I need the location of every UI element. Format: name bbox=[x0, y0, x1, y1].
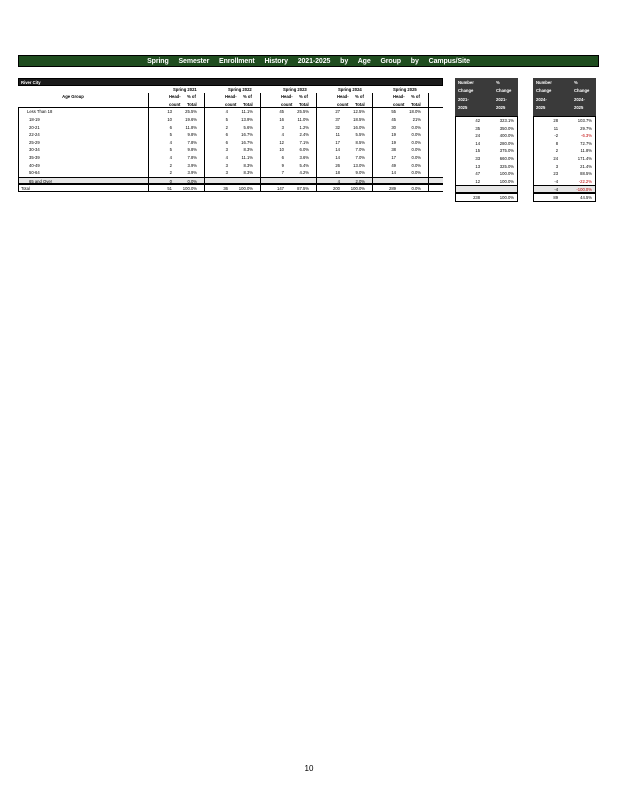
headcount-value: 19 bbox=[391, 139, 396, 145]
percent-change-value: 323.1% bbox=[499, 118, 514, 123]
headcount-value: 30 bbox=[391, 124, 396, 130]
year-cell-group bbox=[260, 169, 316, 177]
year-cell-group bbox=[148, 116, 204, 124]
change-row bbox=[534, 193, 595, 201]
headcount-value: 14 bbox=[335, 147, 340, 153]
header-row-2 bbox=[18, 93, 443, 101]
percent-value: 7.8% bbox=[187, 154, 197, 160]
number-change-value: 47 bbox=[475, 171, 481, 177]
headcount-value: 3 bbox=[225, 147, 228, 153]
pct-label: % of bbox=[299, 94, 308, 100]
table-row bbox=[18, 139, 443, 147]
percent-change-value: -100.0% bbox=[576, 187, 592, 193]
percent-value bbox=[232, 178, 260, 184]
percent-value: 0.0% bbox=[411, 132, 421, 138]
percent-change-value: 11.8% bbox=[580, 148, 592, 154]
year-cell-group bbox=[148, 108, 204, 116]
age-group-label: 20-21 bbox=[18, 124, 148, 132]
headcount-value: 200 bbox=[333, 186, 340, 192]
percent-value: 5.5% bbox=[355, 132, 365, 138]
change-row bbox=[534, 125, 595, 133]
headcount-value: 14 bbox=[335, 154, 340, 160]
year-cell-group bbox=[316, 116, 372, 124]
year-cell-group bbox=[148, 185, 204, 191]
change-row bbox=[456, 170, 517, 178]
headcount-value: 147 bbox=[277, 186, 284, 192]
year-cell-group bbox=[372, 124, 429, 132]
percent-value: 8.5% bbox=[355, 139, 365, 145]
percent-value: 0.0% bbox=[411, 147, 421, 153]
year-label: Spring 2025 bbox=[393, 86, 417, 92]
year-cell-group bbox=[204, 139, 260, 147]
percent-value: 16.0% bbox=[353, 124, 365, 130]
age-group-label: 40-49 bbox=[18, 162, 148, 170]
headcount-value: 0 bbox=[169, 178, 172, 184]
year-cell-group bbox=[316, 178, 372, 184]
headcount-value: 3 bbox=[281, 124, 284, 130]
percent-value: 5.6% bbox=[243, 124, 253, 130]
year-cell-group bbox=[204, 116, 260, 124]
year-cell-group bbox=[316, 169, 372, 177]
percent-change-value: 100.0% bbox=[499, 194, 514, 200]
percent-change-value bbox=[486, 186, 517, 192]
number-change-value: 35 bbox=[475, 125, 481, 131]
headcount-value: 13 bbox=[167, 109, 172, 115]
pct-label: % of bbox=[187, 94, 196, 100]
year-cell-group bbox=[260, 154, 316, 162]
percent-change-value: 72.7% bbox=[580, 140, 592, 146]
headcount-value: 3 bbox=[225, 162, 228, 168]
change-row bbox=[534, 185, 595, 193]
year-cell-group bbox=[260, 108, 316, 116]
year-cell-group bbox=[148, 154, 204, 162]
headcount-value: 36 bbox=[223, 186, 228, 192]
headcount-value: 55 bbox=[391, 109, 396, 115]
change-row bbox=[534, 170, 595, 178]
percent-value: 8.3% bbox=[243, 162, 253, 168]
number-change-value: 14 bbox=[475, 140, 481, 146]
percent-change-value: -22.2% bbox=[578, 178, 592, 184]
change-row bbox=[534, 140, 595, 148]
age-group-label: Total bbox=[18, 185, 148, 191]
number-change-value: 23 bbox=[553, 171, 559, 177]
headcount-value: 4 bbox=[169, 154, 172, 160]
headcount-value: 289 bbox=[389, 186, 396, 192]
headcount-value: 9 bbox=[281, 162, 284, 168]
percent-value: 0.0% bbox=[411, 154, 421, 160]
percent-value: 6.0% bbox=[299, 147, 309, 153]
percent-value: 11.1% bbox=[241, 154, 253, 160]
headcount-value: 5 bbox=[225, 116, 228, 122]
campus-name: River City bbox=[21, 80, 41, 85]
percent-change-value: 100.0% bbox=[499, 178, 514, 184]
percent-value: 11.8% bbox=[185, 124, 197, 130]
age-group-label: 50-64 bbox=[18, 169, 148, 177]
number-change-value bbox=[456, 186, 486, 192]
percent-value: 0.0% bbox=[411, 162, 421, 168]
year-cell-group bbox=[260, 185, 316, 191]
year-cell-group bbox=[316, 139, 372, 147]
number-change-value: 24 bbox=[475, 133, 481, 139]
headcount-value: 6 bbox=[169, 124, 172, 130]
year-cell-group bbox=[260, 178, 316, 184]
year-cell-group bbox=[204, 131, 260, 139]
age-group-label: 35-39 bbox=[18, 154, 148, 162]
header-row-1 bbox=[18, 86, 443, 94]
change-row bbox=[534, 147, 595, 155]
year-cell-group bbox=[148, 169, 204, 177]
change-row bbox=[456, 178, 517, 186]
headcount-value: 14 bbox=[391, 170, 396, 176]
percent-value: 8.3% bbox=[243, 170, 253, 176]
headcount-value: 5 bbox=[169, 147, 172, 153]
number-change-value: 2 bbox=[555, 148, 559, 154]
year-label: Spring 2023 bbox=[283, 86, 307, 92]
change-row bbox=[456, 193, 517, 201]
change-row bbox=[534, 117, 595, 125]
percent-value: 16.7% bbox=[241, 132, 253, 138]
change-2021-2025-header: Number Change 2021- 2025 % Change 2021- 2025 bbox=[455, 78, 518, 116]
count-label: count bbox=[225, 101, 237, 107]
year-label: Spring 2021 bbox=[173, 86, 197, 92]
percent-change-value: 400.0% bbox=[499, 133, 514, 139]
headcount-value: 38 bbox=[391, 147, 396, 153]
headcount-value: 7 bbox=[281, 170, 284, 176]
year-cell-group bbox=[204, 108, 260, 116]
enrollment-table bbox=[18, 78, 443, 192]
year-cell-group bbox=[148, 124, 204, 132]
header-row-3 bbox=[18, 101, 443, 109]
year-cell-group bbox=[372, 146, 429, 154]
headcount-value: 27 bbox=[335, 109, 340, 115]
headcount-value: 4 bbox=[225, 154, 228, 160]
age-group-label: Less Than 18 bbox=[18, 108, 148, 116]
number-change-value: -4 bbox=[554, 187, 559, 193]
percent-change-value: 375.0% bbox=[499, 148, 514, 154]
percent-value: 4.2% bbox=[299, 170, 309, 176]
year-cell-group bbox=[372, 108, 429, 116]
headcount-value: 45 bbox=[279, 109, 284, 115]
percent-value: 18.0% bbox=[409, 109, 421, 115]
percent-change-value: 44.5% bbox=[580, 194, 592, 200]
change-row bbox=[534, 132, 595, 140]
head-label: Head- bbox=[393, 94, 405, 100]
headcount-value bbox=[261, 178, 288, 184]
number-change-value: -4 bbox=[554, 178, 559, 184]
percent-value: 87.5% bbox=[297, 186, 309, 192]
change-row bbox=[456, 117, 517, 125]
percent-value: 100.0% bbox=[182, 186, 197, 192]
year-cell-group bbox=[204, 154, 260, 162]
percent-value: 12.5% bbox=[353, 109, 365, 115]
headcount-value: 6 bbox=[225, 132, 228, 138]
percent-value: 0.0% bbox=[411, 139, 421, 145]
headcount-value: 11 bbox=[335, 132, 340, 138]
headcount-value: 10 bbox=[167, 116, 172, 122]
percent-change-value: -6.3% bbox=[581, 133, 592, 139]
number-change-value: 13 bbox=[475, 163, 481, 169]
table-row bbox=[18, 108, 443, 116]
headcount-value: 49 bbox=[391, 162, 396, 168]
age-group-label: 30-34 bbox=[18, 146, 148, 154]
year-cell-group bbox=[260, 162, 316, 170]
percent-value: 25.5% bbox=[185, 109, 197, 115]
count-label: count bbox=[169, 101, 181, 107]
year-cell-group bbox=[204, 162, 260, 170]
headcount-value: 4 bbox=[281, 132, 284, 138]
year-cell-group bbox=[316, 108, 372, 116]
year-cell-group bbox=[260, 124, 316, 132]
change-row bbox=[534, 155, 595, 163]
total-label: Total bbox=[187, 101, 197, 107]
number-change-value: 42 bbox=[475, 118, 481, 123]
table-row bbox=[18, 169, 443, 177]
year-cell-group bbox=[372, 116, 429, 124]
percent-change-value: 171.4% bbox=[577, 155, 592, 161]
number-change-value: 33 bbox=[475, 155, 481, 161]
percent-value: 9.8% bbox=[187, 147, 197, 153]
headcount-value: 37 bbox=[335, 116, 340, 122]
table-row bbox=[18, 177, 443, 185]
percent-value: 7.1% bbox=[299, 139, 309, 145]
percent-value: 2.4% bbox=[299, 132, 309, 138]
pct-label: % of bbox=[355, 94, 364, 100]
headcount-value: 5 bbox=[169, 132, 172, 138]
head-label: Head- bbox=[281, 94, 293, 100]
percent-value: 3.9% bbox=[187, 170, 197, 176]
percent-change-value: 350.0% bbox=[499, 125, 514, 131]
number-change-value: 11 bbox=[553, 125, 559, 131]
number-change-value: 12 bbox=[475, 178, 481, 184]
year-cell-group bbox=[204, 185, 260, 191]
percent-value: 19.6% bbox=[185, 116, 197, 122]
headcount-value: 4 bbox=[225, 109, 228, 115]
change-row bbox=[456, 163, 517, 171]
change-row bbox=[456, 155, 517, 163]
change-row bbox=[456, 147, 517, 155]
percent-change-value: 88.5% bbox=[580, 171, 592, 177]
change-2021-2025-panel bbox=[455, 78, 518, 202]
year-cell-group bbox=[372, 162, 429, 170]
headcount-value: 19 bbox=[391, 132, 396, 138]
number-change-value: 24 bbox=[553, 155, 559, 161]
percent-value: 1.2% bbox=[299, 124, 309, 130]
percent-value: 100.0% bbox=[350, 186, 365, 192]
percent-change-value: 325.0% bbox=[499, 163, 514, 169]
headcount-value: 18 bbox=[335, 170, 340, 176]
percent-value: 100.0% bbox=[238, 186, 253, 192]
year-cell-group bbox=[316, 124, 372, 132]
year-cell-group bbox=[260, 116, 316, 124]
year-cell-group bbox=[316, 146, 372, 154]
percent-value: 0.0% bbox=[411, 170, 421, 176]
year-cell-group bbox=[316, 131, 372, 139]
headcount-value: 6 bbox=[225, 139, 228, 145]
year-cell-group bbox=[372, 131, 429, 139]
percent-value: 5.4% bbox=[299, 162, 309, 168]
percent-value: 7.0% bbox=[355, 147, 365, 153]
year-cell-group bbox=[204, 124, 260, 132]
year-cell-group bbox=[260, 139, 316, 147]
pct-label: % of bbox=[243, 94, 252, 100]
percent-value bbox=[288, 178, 316, 184]
year-cell-group bbox=[148, 139, 204, 147]
headcount-value: 2 bbox=[169, 162, 172, 168]
number-change-value: 89 bbox=[553, 194, 559, 200]
change-row bbox=[534, 178, 595, 186]
year-cell-group bbox=[372, 169, 429, 177]
headcount-value: 45 bbox=[391, 116, 396, 122]
year-cell-group bbox=[204, 178, 260, 184]
headcount-value: 12 bbox=[279, 139, 284, 145]
percent-value: 16.7% bbox=[241, 139, 253, 145]
change-2024-2025-panel bbox=[533, 78, 596, 202]
table-row bbox=[18, 162, 443, 170]
headcount-value bbox=[373, 178, 400, 184]
change-row bbox=[456, 132, 517, 140]
year-cell-group bbox=[316, 154, 372, 162]
headcount-value: 26 bbox=[335, 162, 340, 168]
head-label: Head- bbox=[169, 94, 181, 100]
number-change-value: 15 bbox=[475, 148, 481, 154]
year-cell-group bbox=[260, 131, 316, 139]
head-label: Head- bbox=[225, 94, 237, 100]
table-row bbox=[18, 116, 443, 124]
number-change-value: 28 bbox=[553, 118, 559, 123]
year-label: Spring 2022 bbox=[228, 86, 252, 92]
campus-row bbox=[18, 78, 443, 86]
change-2024-2025-body bbox=[533, 116, 596, 202]
change-2021-2025-body bbox=[455, 116, 518, 202]
count-label: count bbox=[393, 101, 405, 107]
year-cell-group bbox=[372, 185, 429, 191]
age-group-label: 65 and Over bbox=[18, 178, 148, 184]
number-change-value: 238 bbox=[473, 194, 481, 200]
total-label: Total bbox=[411, 101, 421, 107]
percent-value: 11.0% bbox=[297, 116, 309, 122]
table-row bbox=[18, 124, 443, 132]
year-cell-group bbox=[148, 178, 204, 184]
report-title-bar bbox=[18, 55, 599, 67]
percent-value: 25.5% bbox=[297, 109, 309, 115]
year-label: Spring 2024 bbox=[338, 86, 362, 92]
head-label: Head- bbox=[337, 94, 349, 100]
page-number: 10 bbox=[304, 764, 314, 773]
headcount-value: 10 bbox=[279, 147, 284, 153]
percent-change-value: 100.0% bbox=[499, 171, 514, 177]
year-cell-group bbox=[316, 162, 372, 170]
change-2024-2025-header: Number Change 2024- 2025 % Change 2024- 2025 bbox=[533, 78, 596, 116]
headcount-value: 16 bbox=[279, 116, 284, 122]
total-row bbox=[18, 184, 443, 192]
age-group-label: 22-24 bbox=[18, 131, 148, 139]
total-label: Total bbox=[299, 101, 309, 107]
percent-value: 8.3% bbox=[243, 147, 253, 153]
number-change-value: 8 bbox=[555, 140, 559, 146]
percent-value: 11.1% bbox=[241, 109, 253, 115]
number-change-value: 3 bbox=[555, 163, 559, 169]
headcount-value: 2 bbox=[169, 170, 172, 176]
percent-value: 21% bbox=[412, 116, 421, 122]
headcount-value: 17 bbox=[335, 139, 340, 145]
year-cell-group bbox=[204, 146, 260, 154]
year-cell-group bbox=[372, 139, 429, 147]
total-label: Total bbox=[355, 101, 365, 107]
year-cell-group bbox=[148, 131, 204, 139]
year-cell-group bbox=[148, 162, 204, 170]
table-row bbox=[18, 154, 443, 162]
percent-value: 9.0% bbox=[355, 170, 365, 176]
count-label: count bbox=[281, 101, 293, 107]
change-row bbox=[534, 163, 595, 171]
change-row bbox=[456, 185, 517, 193]
pct-label: % of bbox=[411, 94, 420, 100]
number-change-value: -2 bbox=[554, 133, 559, 139]
year-cell-group bbox=[316, 185, 372, 191]
percent-value: 0.0% bbox=[187, 178, 197, 184]
percent-value: 0.0% bbox=[411, 186, 421, 192]
age-group-heading: Age Group bbox=[62, 94, 84, 100]
change-row bbox=[456, 125, 517, 133]
year-cell-group bbox=[372, 154, 429, 162]
age-group-label: 18-19 bbox=[18, 116, 148, 124]
headcount-value: 4 bbox=[337, 178, 340, 184]
percent-value bbox=[400, 178, 428, 184]
year-cell-group bbox=[204, 169, 260, 177]
percent-change-value: 29.7% bbox=[580, 125, 592, 131]
percent-value: 0.0% bbox=[411, 124, 421, 130]
percent-value: 2.0% bbox=[355, 178, 365, 184]
year-cell-group bbox=[260, 146, 316, 154]
percent-change-value: 21.4% bbox=[580, 163, 592, 169]
percent-value: 9.8% bbox=[187, 132, 197, 138]
percent-value: 7.8% bbox=[187, 139, 197, 145]
percent-value: 7.0% bbox=[355, 154, 365, 160]
table-row bbox=[18, 131, 443, 139]
count-label: count bbox=[337, 101, 349, 107]
report-title: Spring Semester Enrollment History 2021-2025 by Age Group by Campus/Site bbox=[147, 57, 470, 65]
percent-value: 3.6% bbox=[299, 154, 309, 160]
age-group-label: 25-29 bbox=[18, 139, 148, 147]
headcount-value bbox=[205, 178, 232, 184]
percent-value: 18.5% bbox=[353, 116, 365, 122]
percent-value: 13.9% bbox=[241, 116, 253, 122]
headcount-value: 17 bbox=[391, 154, 396, 160]
year-cell-group bbox=[372, 178, 429, 184]
table-row bbox=[18, 146, 443, 154]
year-cell-group bbox=[148, 146, 204, 154]
table-body bbox=[18, 108, 443, 192]
percent-value: 3.9% bbox=[187, 162, 197, 168]
total-label: Total bbox=[243, 101, 253, 107]
headcount-value: 6 bbox=[281, 154, 284, 160]
headcount-value: 51 bbox=[167, 186, 172, 192]
change-row bbox=[456, 140, 517, 148]
headcount-value: 3 bbox=[225, 170, 228, 176]
percent-change-value: 660.0% bbox=[499, 155, 514, 161]
percent-change-value: 103.7% bbox=[577, 118, 592, 123]
headcount-value: 2 bbox=[225, 124, 228, 130]
headcount-value: 32 bbox=[335, 124, 340, 130]
percent-value: 13.0% bbox=[353, 162, 365, 168]
headcount-value: 4 bbox=[169, 139, 172, 145]
percent-change-value: 280.0% bbox=[499, 140, 514, 146]
